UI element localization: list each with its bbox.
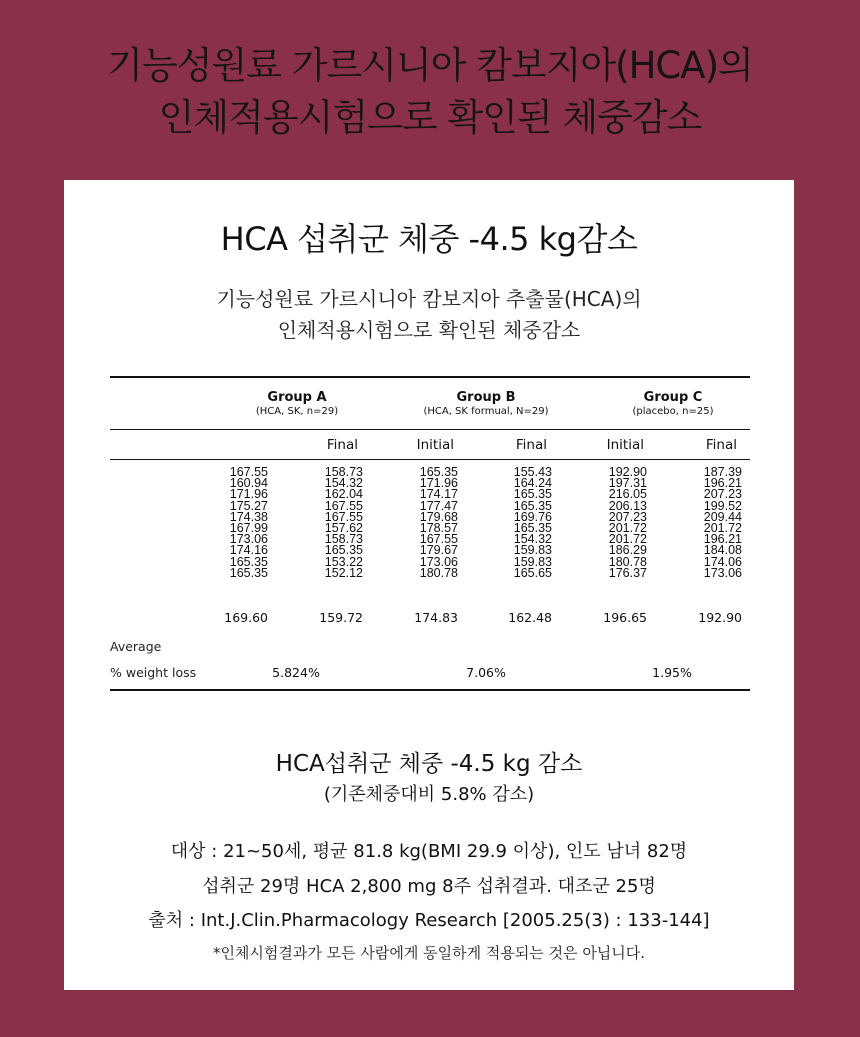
table-cell: 154.32 (324, 476, 363, 491)
table-cell: 159.83 (513, 554, 552, 569)
table-cell: 187.39 (703, 465, 742, 479)
avg-a-initial: 169.60 (224, 610, 268, 625)
table-cell: 165.35 (229, 565, 268, 580)
table-cell: 169.76 (513, 509, 552, 524)
col-a-initial (198, 467, 268, 579)
table-cell: 207.23 (608, 509, 647, 524)
card-subtitle-line2: 인체적용시험으로 확인된 체중감소 (277, 318, 581, 342)
table-cell: 167.99 (229, 521, 268, 536)
table-cell: 152.12 (324, 565, 363, 580)
group-b-name: Group B (456, 390, 516, 405)
group-a-desc: (HCA, SK, n=29) (255, 406, 339, 417)
table-cell: 196.21 (703, 476, 742, 491)
table-subheader-rule (110, 459, 750, 460)
avg-b-initial: 174.83 (414, 610, 458, 625)
weight-loss-label: % weight loss (110, 665, 197, 680)
table-cell: 165.35 (513, 487, 552, 502)
table-cell: 209.44 (703, 509, 742, 524)
group-c-desc: (placebo, n=25) (632, 406, 714, 417)
table-cell: 174.17 (419, 487, 458, 502)
col-header-c-initial: Initial (606, 437, 644, 453)
table-cell: 180.78 (419, 565, 458, 580)
table-cell: 165.35 (513, 521, 552, 536)
table-cell: 180.78 (608, 554, 647, 569)
col-header-a-final: Final (326, 437, 358, 453)
group-c-name: Group C (643, 390, 703, 405)
avg-a-final: 159.72 (319, 610, 363, 625)
table-cell: 159.83 (513, 543, 552, 558)
disclaimer: *인체시험결과가 모든 사람에게 동일하게 적용되는 것은 아닙니다. (212, 944, 646, 962)
col-a-final (293, 467, 363, 579)
col-header-b-initial: Initial (416, 437, 454, 453)
table-cell: 164.24 (513, 476, 552, 491)
table-cell: 167.55 (229, 465, 268, 479)
table-cell: 165.65 (513, 565, 552, 580)
table-cell: 173.06 (229, 532, 268, 547)
table-cell: 174.38 (229, 509, 268, 524)
group-b-desc: (HCA, SK formual, N=29) (423, 406, 549, 417)
headline-line1: 기능성원료 가르시니아 캄보지아(HCA)의 (107, 44, 753, 87)
table-cell: 154.32 (513, 532, 552, 547)
avg-c-final: 192.90 (698, 610, 742, 625)
summary-sub: (기존체중대비 5.8% 감소) (323, 784, 535, 805)
table-header-rule (110, 429, 750, 430)
table-cell: 174.06 (703, 554, 742, 569)
result-card (64, 180, 794, 990)
col-header-b-final: Final (515, 437, 547, 453)
table-cell: 165.35 (324, 543, 363, 558)
table-cell: 197.31 (608, 476, 647, 491)
table-cell: 173.06 (703, 565, 742, 580)
table-cell: 186.29 (608, 543, 647, 558)
average-label: Average (110, 639, 162, 654)
table-cell: 153.22 (324, 554, 363, 569)
loss-group-b: 7.06% (466, 665, 506, 680)
table-cell: 178.57 (419, 521, 458, 536)
col-c-initial (577, 467, 647, 579)
col-b-initial (388, 467, 458, 579)
summary-main: HCA섭취군 체중 -4.5 kg 감소 (275, 751, 583, 777)
table-cell: 155.43 (513, 465, 552, 479)
table-cell: 167.55 (324, 509, 363, 524)
table-cell: 196.21 (703, 532, 742, 547)
info-source: 출처 : Int.J.Clin.Pharmacology Research [2005.25(3) : 133-144] (148, 910, 710, 931)
table-cell: 165.35 (419, 465, 458, 479)
avg-b-final: 162.48 (508, 610, 552, 625)
group-a-name: Group A (267, 390, 327, 405)
table-cell: 177.47 (419, 498, 458, 513)
group-a-header (217, 390, 377, 418)
headline-line2: 인체적용시험으로 확인된 체중감소 (158, 96, 702, 139)
col-header-c-final: Final (705, 437, 737, 453)
group-b-header (406, 390, 566, 418)
table-cell: 175.27 (229, 498, 268, 513)
table-cell: 207.23 (703, 487, 742, 502)
avg-c-initial: 196.65 (603, 610, 647, 625)
table-cell: 165.35 (229, 554, 268, 569)
table-cell: 176.37 (608, 565, 647, 580)
loss-group-a: 5.824% (272, 665, 320, 680)
headline (0, 40, 860, 144)
col-b-final (482, 467, 552, 579)
table-top-rule (110, 376, 750, 378)
table-cell: 201.72 (608, 521, 647, 536)
table-cell: 174.16 (229, 543, 268, 558)
table-cell: 158.73 (324, 465, 363, 479)
col-c-final (672, 467, 742, 579)
table-cell: 171.96 (419, 476, 458, 491)
card-title: HCA 섭취군 체중 -4.5 kg감소 (220, 220, 638, 258)
loss-group-c: 1.95% (652, 665, 692, 680)
group-c-header (593, 390, 753, 418)
card-subtitle-line1: 기능성원료 가르시니아 캄보지아 추출물(HCA)의 (216, 287, 642, 311)
table-cell: 157.62 (324, 521, 363, 536)
table-cell: 162.04 (324, 487, 363, 502)
table-cell: 184.08 (703, 543, 742, 558)
table-cell: 160.94 (229, 476, 268, 491)
table-cell: 171.96 (229, 487, 268, 502)
table-bottom-rule (110, 689, 750, 691)
card-subtitle (64, 284, 794, 346)
table-cell: 192.90 (608, 465, 647, 479)
table-cell: 173.06 (419, 554, 458, 569)
info-dosage: 섭취군 29명 HCA 2,800 mg 8주 섭취결과. 대조군 25명 (202, 876, 656, 897)
table-cell: 179.67 (419, 543, 458, 558)
table-cell: 199.52 (703, 498, 742, 513)
table-cell: 216.05 (608, 487, 647, 502)
info-subjects: 대상 : 21~50세, 평균 81.8 kg(BMI 29.9 이상), 인도 남녀 82명 (170, 841, 688, 862)
table-cell: 179.68 (419, 509, 458, 524)
table-cell: 165.35 (513, 498, 552, 513)
table-cell: 167.55 (419, 532, 458, 547)
table-cell: 167.55 (324, 498, 363, 513)
table-cell: 201.72 (703, 521, 742, 536)
table-cell: 158.73 (324, 532, 363, 547)
table-cell: 201.72 (608, 532, 647, 547)
table-cell: 206.13 (608, 498, 647, 513)
